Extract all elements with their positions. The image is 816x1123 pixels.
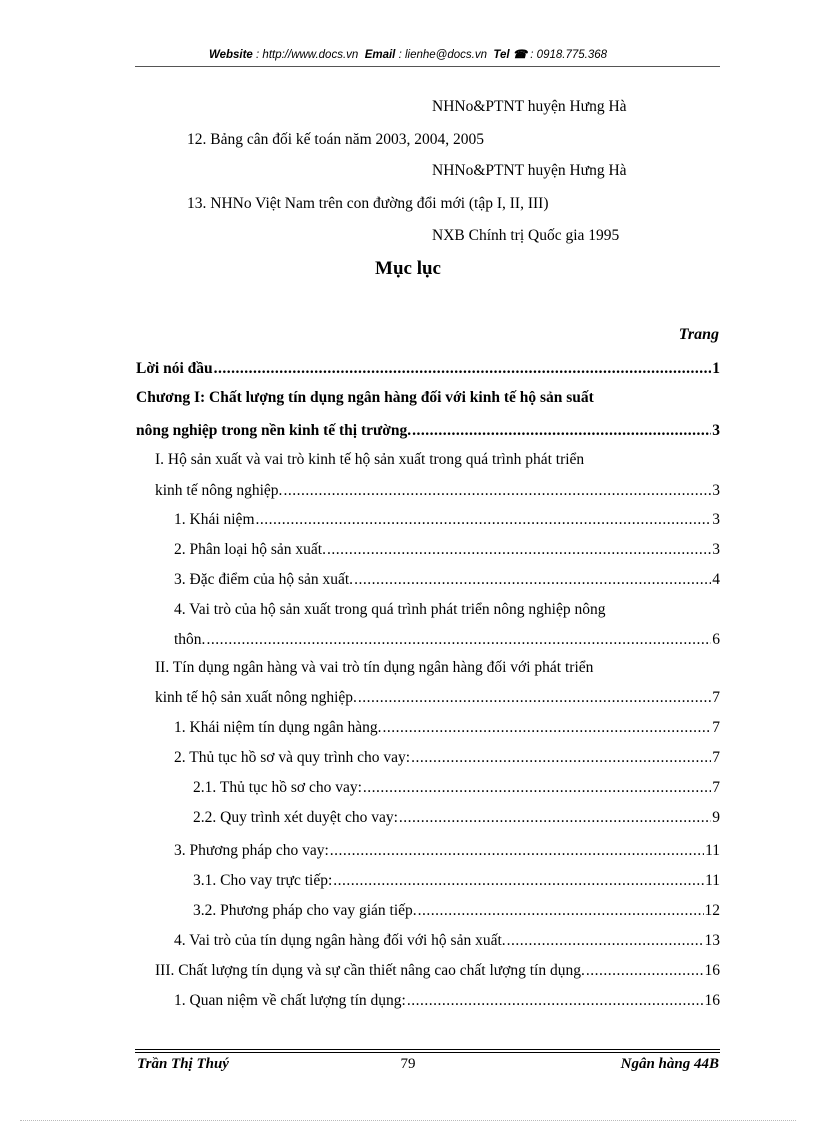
toc-label: 1. Khái niệm tín dụng ngân hàng.	[174, 719, 382, 736]
footer-divider	[135, 1052, 720, 1053]
toc-label: kinh tế nông nghiệp.	[155, 482, 283, 499]
toc-label: Lời nói đầu	[136, 360, 213, 377]
page-header	[0, 47, 816, 61]
footer-class: Ngân hàng 44B	[620, 1056, 719, 1072]
toc-entry[interactable]	[174, 510, 720, 530]
toc-leader	[411, 748, 711, 768]
email-label: Email	[364, 49, 396, 61]
toc-page: 3	[712, 422, 720, 439]
tel-label: Tel	[493, 49, 510, 61]
toc-leader	[283, 481, 711, 501]
toc-entry[interactable]	[193, 808, 720, 828]
toc-leader	[256, 510, 712, 530]
reference-line: NHNo&PTNT huyện Hưng Hà	[432, 162, 627, 179]
toc-entry[interactable]	[174, 748, 720, 768]
toc-leader	[507, 931, 704, 951]
footer-author: Trần Thị Thuý	[137, 1056, 229, 1072]
toc-leader	[327, 540, 711, 560]
toc-page: 1	[712, 360, 720, 377]
header-divider	[135, 66, 720, 67]
toc-entry[interactable]	[174, 540, 720, 560]
footer-divider	[135, 1049, 720, 1050]
toc-label: 2.2. Quy trình xét duyệt cho vay:	[193, 809, 398, 826]
toc-label: 2. Phân loại hộ sản xuất.	[174, 541, 326, 558]
toc-leader	[383, 718, 712, 738]
toc-page: 7	[712, 779, 720, 796]
toc-page: 4	[712, 571, 720, 588]
toc-label: thôn.	[174, 631, 206, 648]
reference-line: NXB Chính trị Quốc gia 1995	[432, 227, 620, 244]
reference-line: 13. NHNo Việt Nam trên con đường đổi mới (tập I, II, III)	[187, 195, 549, 212]
toc-page: 7	[712, 719, 720, 736]
toc-entry[interactable]: I. Hộ sản xuất và vai trò kinh tế hộ sản xuất trong quá trình phát triển	[155, 451, 585, 468]
toc-leader	[586, 961, 704, 981]
toc-page: 3	[712, 511, 720, 528]
toc-label: 3. Đặc điểm của hộ sản xuất.	[174, 571, 354, 588]
toc-label: kinh tế hộ sản xuất nông nghiệp.	[155, 689, 357, 706]
reference-line: 12. Bảng cân đối kế toán năm 2003, 2004, 2005	[187, 131, 485, 148]
toc-page: 11	[705, 842, 720, 859]
toc-entry[interactable]	[174, 570, 720, 590]
toc-entry[interactable]: Chương I: Chất lượng tín dụng ngân hàng đối với kinh tế hộ sản suất	[136, 389, 594, 406]
toc-leader	[399, 808, 711, 828]
toc-leader	[333, 871, 704, 891]
toc-label: 4. Vai trò của tín dụng ngân hàng đối với hộ sản xuất.	[174, 932, 506, 949]
toc-page: 11	[705, 872, 720, 889]
toc-label: nông nghiệp trong nền kinh tế thị trường.	[136, 422, 412, 439]
toc-entry[interactable]: II. Tín dụng ngân hàng và vai trò tín dụng ngân hàng đối với phát triển	[155, 659, 594, 676]
toc-entry[interactable]	[193, 778, 720, 798]
toc-leader	[330, 841, 704, 861]
toc-entry[interactable]	[174, 991, 720, 1011]
page-column-label: Trang	[678, 326, 719, 343]
toc-leader	[354, 570, 711, 590]
toc-label: 1. Khái niệm	[174, 511, 255, 528]
page-number: 79	[400, 1056, 416, 1072]
toc-page: 13	[704, 932, 720, 949]
website-label: Website	[208, 49, 253, 61]
toc-entry[interactable]	[174, 841, 720, 861]
toc-entry[interactable]	[174, 718, 720, 738]
toc-entry[interactable]	[193, 871, 720, 891]
toc-entry[interactable]	[174, 630, 720, 650]
toc-label: 1. Quan niệm về chất lượng tín dụng:	[174, 992, 406, 1009]
toc-label: III. Chất lượng tín dụng và sự cần thiết nâng cao chất lượng tín dụng.	[155, 962, 585, 979]
toc-page: 16	[704, 962, 720, 979]
toc-leader	[412, 421, 711, 441]
toc-label: 3.1. Cho vay trực tiếp:	[193, 872, 333, 889]
page-title: Mục lục	[375, 258, 441, 279]
reference-line: NHNo&PTNT huyện Hưng Hà	[432, 98, 627, 115]
website-url[interactable]: : http://www.docs.vn	[256, 49, 359, 61]
tel-value: : 0918.775.368	[530, 49, 608, 61]
toc-entry[interactable]	[174, 931, 720, 951]
toc-entry[interactable]	[155, 481, 720, 501]
toc-leader	[363, 778, 711, 798]
toc-entry[interactable]	[155, 688, 720, 708]
toc-label: 3.2. Phương pháp cho vay gián tiếp.	[193, 902, 417, 919]
toc-leader	[418, 901, 704, 921]
toc-page: 16	[704, 992, 720, 1009]
toc-page: 7	[712, 689, 720, 706]
toc-leader	[214, 359, 712, 379]
toc-entry[interactable]	[136, 359, 720, 379]
toc-page: 3	[712, 541, 720, 558]
toc-page: 6	[712, 631, 720, 648]
toc-page: 3	[712, 482, 720, 499]
toc-page: 9	[712, 809, 720, 826]
toc-page: 12	[704, 902, 720, 919]
toc-entry[interactable]	[136, 421, 720, 441]
toc-leader	[407, 991, 704, 1011]
toc-label: 2. Thủ tục hồ sơ và quy trình cho vay:	[174, 749, 411, 766]
toc-label: 2.1. Thủ tục hồ sơ cho vay:	[193, 779, 362, 796]
toc-entry[interactable]	[155, 961, 720, 981]
toc-leader	[206, 630, 711, 650]
toc-entry[interactable]: 4. Vai trò của hộ sản xuất trong quá trình phát triển nông nghiệp nông	[174, 601, 606, 618]
phone-icon: ☎	[512, 49, 528, 61]
toc-page: 7	[712, 749, 720, 766]
page-bottom-border	[20, 1120, 796, 1121]
toc-entry[interactable]	[193, 901, 720, 921]
email-value[interactable]: : lienhe@docs.vn	[398, 49, 487, 61]
toc-leader	[358, 688, 711, 708]
toc-label: 3. Phương pháp cho vay:	[174, 842, 329, 859]
